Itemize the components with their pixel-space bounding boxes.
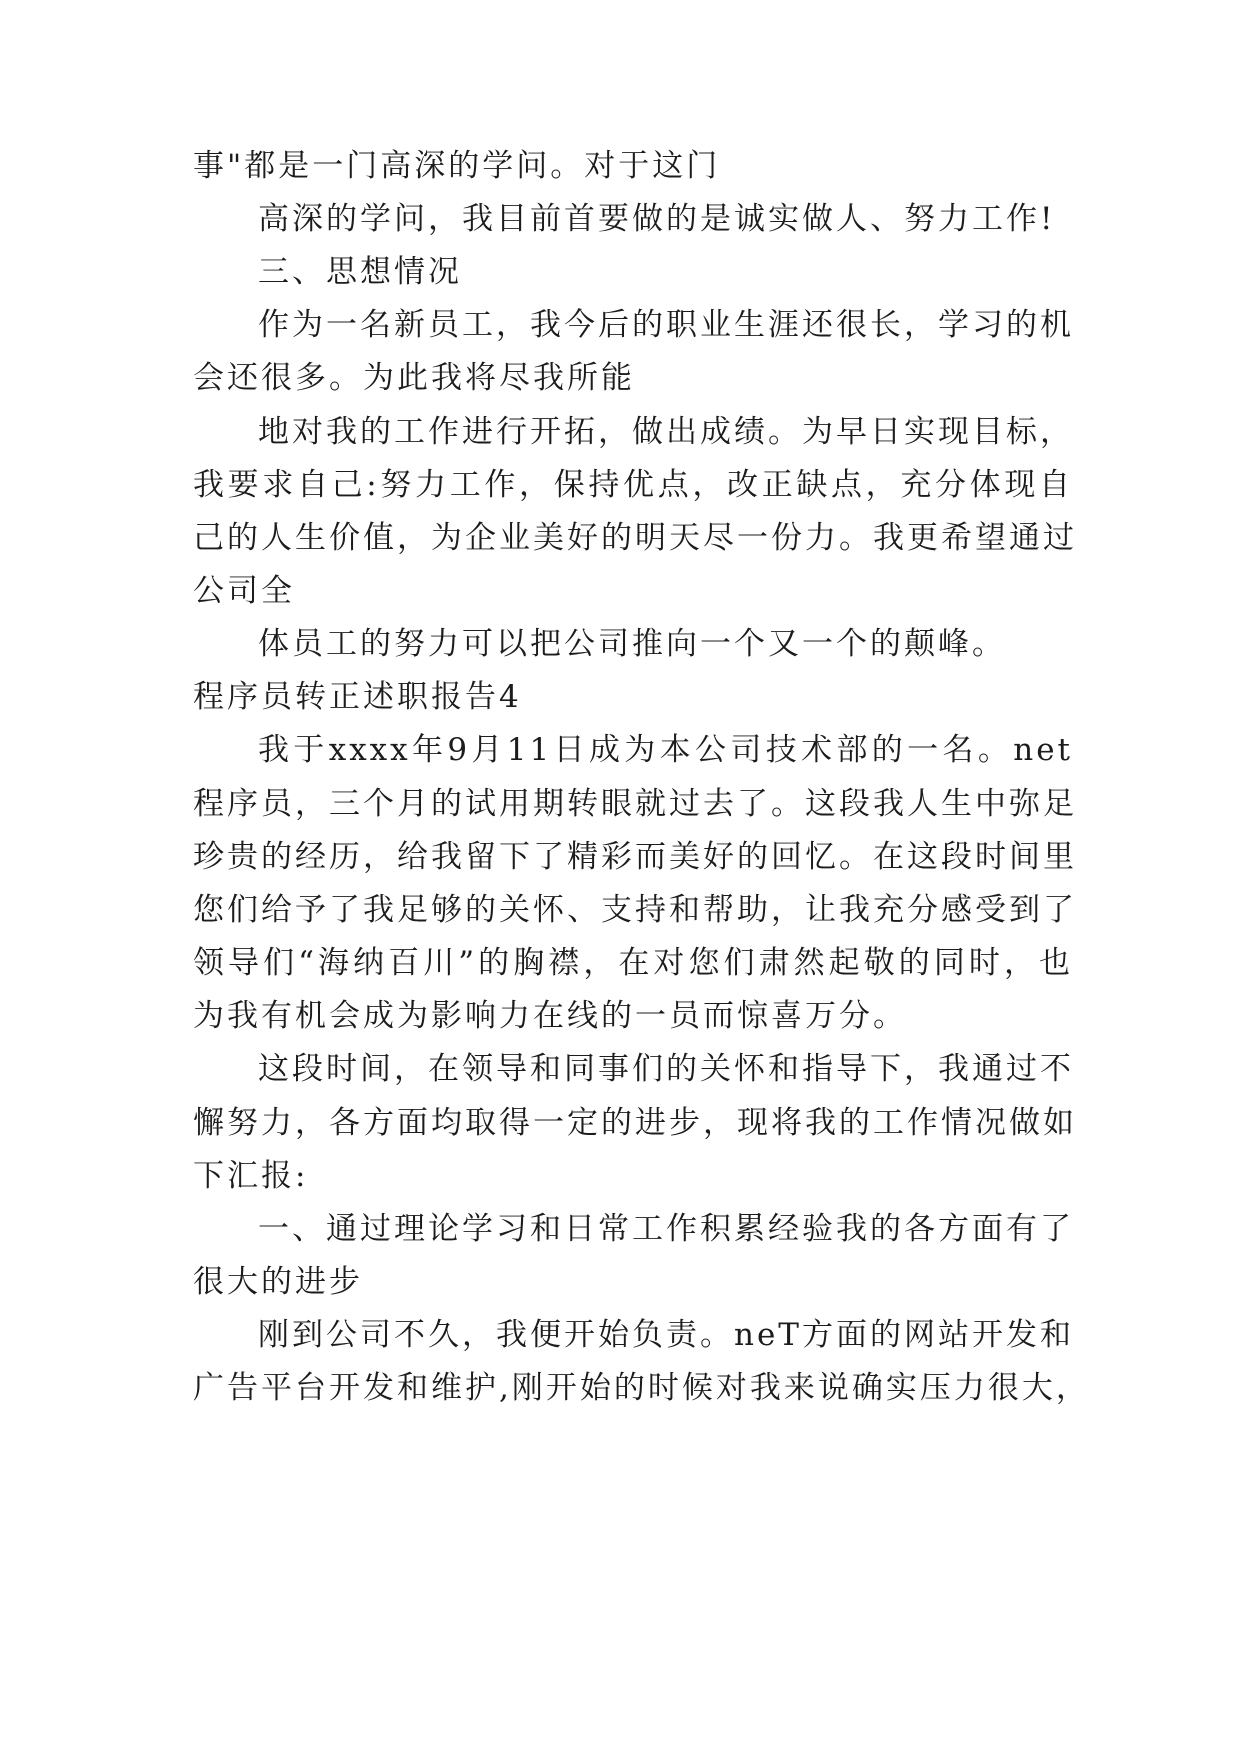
text-line-5: 会还很多。为此我将尽我所能 bbox=[193, 360, 635, 396]
text-line-13: 程序员，三个月的试用期转眼就过去了。这段我人生中弥足 bbox=[193, 786, 1077, 822]
text-line-12: 我于xxxx年9月11日成为本公司技术部的一名。net bbox=[258, 732, 1073, 768]
text-line-2: 高深的学问，我目前首要做的是诚实做人、努力工作! bbox=[258, 201, 1056, 237]
text-line-9: 公司全 bbox=[193, 573, 295, 609]
text-line-18: 这段时间，在领导和同事们的关怀和指导下，我通过不 bbox=[258, 1051, 1074, 1087]
text-line-16: 领导们“海纳百川”的胸襟，在对您们肃然起敬的同时，也 bbox=[193, 945, 1073, 981]
text-line-20: 下汇报: bbox=[193, 1158, 309, 1194]
report-title: 程序员转正述职报告4 bbox=[193, 679, 522, 715]
text-line-6: 地对我的工作进行开拓，做出成绩。为早日实现目标， bbox=[258, 414, 1074, 450]
text-line-24: 广告平台开发和维护,刚开始的时候对我来说确实压力很大， bbox=[193, 1370, 1090, 1406]
text-line-15: 您们给予了我足够的关怀、支持和帮助，让我充分感受到了 bbox=[193, 892, 1077, 928]
text-line-14: 珍贵的经历，给我留下了精彩而美好的回忆。在这段时间里 bbox=[193, 839, 1077, 875]
text-line-1: 事"都是一门高深的学问。对于这门 bbox=[193, 148, 721, 184]
text-line-23: 刚到公司不久，我便开始负责。neT方面的网站开发和 bbox=[258, 1317, 1074, 1353]
text-line-7: 我要求自己:努力工作，保持优点，改正缺点，充分体现自 bbox=[193, 467, 1073, 503]
section-heading-progress: 一、通过理论学习和日常工作积累经验我的各方面有了 bbox=[258, 1211, 1074, 1247]
text-line-17: 为我有机会成为影响力在线的一员而惊喜万分。 bbox=[193, 998, 907, 1034]
text-line-4: 作为一名新员工，我今后的职业生涯还很长，学习的机 bbox=[258, 307, 1074, 343]
text-line-19: 懈努力，各方面均取得一定的进步，现将我的工作情况做如 bbox=[193, 1105, 1077, 1141]
section-heading-thoughts: 三、思想情况 bbox=[258, 254, 462, 290]
text-line-10: 体员工的努力可以把公司推向一个又一个的颠峰。 bbox=[258, 626, 1006, 662]
text-line-8: 己的人生价值，为企业美好的明天尽一份力。我更希望通过 bbox=[193, 520, 1077, 556]
text-line-22: 很大的进步 bbox=[193, 1264, 363, 1300]
